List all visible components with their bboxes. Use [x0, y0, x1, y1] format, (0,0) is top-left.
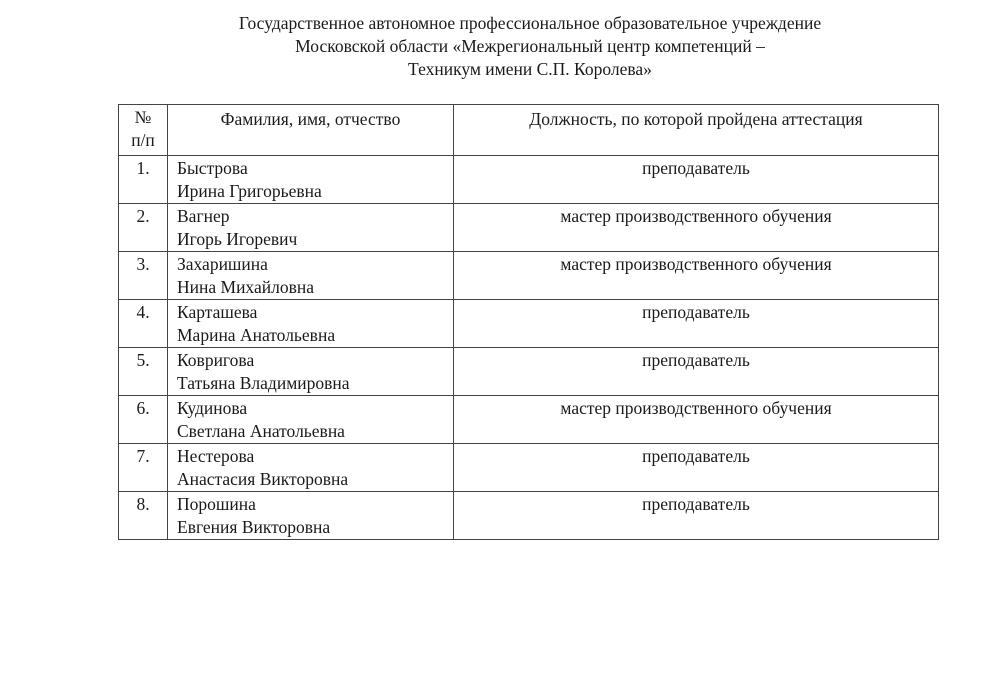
- full-name-cell: [168, 492, 454, 540]
- row-number: 8.: [119, 492, 168, 540]
- full-name-cell: [168, 252, 454, 300]
- row-number: 2.: [119, 204, 168, 252]
- position-cell: мастер производственного обучения: [454, 252, 939, 300]
- surname: Кудинова: [177, 398, 248, 418]
- position-cell: мастер производственного обучения: [454, 396, 939, 444]
- row-number: 5.: [119, 348, 168, 396]
- document-header: [120, 12, 940, 81]
- surname: Карташева: [177, 302, 258, 322]
- attestation-table: [118, 104, 939, 540]
- header-line-3: Техникум имени С.П. Королева»: [408, 59, 652, 79]
- column-header-number-line1: №: [134, 107, 152, 127]
- row-number: 3.: [119, 252, 168, 300]
- given-names: Татьяна Владимировна: [177, 373, 350, 393]
- position-cell: преподаватель: [454, 492, 939, 540]
- table-row: [119, 156, 939, 204]
- surname: Вагнер: [177, 206, 230, 226]
- column-header-name: Фамилия, имя, отчество: [168, 105, 454, 156]
- full-name-cell: [168, 444, 454, 492]
- given-names: Евгения Викторовна: [177, 517, 331, 537]
- table-row: [119, 492, 939, 540]
- given-names: Светлана Анатольевна: [177, 421, 345, 441]
- header-line-1: Государственное автономное профессиональное образовательное учреждение: [238, 13, 822, 33]
- table-header-row: [119, 105, 939, 156]
- full-name-cell: [168, 396, 454, 444]
- given-names: Игорь Игоревич: [177, 229, 298, 249]
- table-row: [119, 444, 939, 492]
- table-row: [119, 204, 939, 252]
- full-name-cell: [168, 204, 454, 252]
- full-name-cell: [168, 300, 454, 348]
- column-header-number: [119, 105, 168, 156]
- surname: Захаришина: [177, 254, 268, 274]
- surname: Нестерова: [177, 446, 255, 466]
- table-row: [119, 348, 939, 396]
- column-header-number-line2: п/п: [131, 130, 155, 150]
- table-row: [119, 300, 939, 348]
- position-cell: преподаватель: [454, 300, 939, 348]
- position-cell: преподаватель: [454, 156, 939, 204]
- surname: Ковригова: [177, 350, 255, 370]
- full-name-cell: [168, 156, 454, 204]
- row-number: 4.: [119, 300, 168, 348]
- header-line-2: Московской области «Межрегиональный центр компетенций –: [295, 36, 765, 56]
- given-names: Анастасия Викторовна: [177, 469, 349, 489]
- surname: Быстрова: [177, 158, 248, 178]
- position-cell: преподаватель: [454, 348, 939, 396]
- row-number: 6.: [119, 396, 168, 444]
- given-names: Марина Анатольевна: [177, 325, 336, 345]
- table-row: [119, 396, 939, 444]
- position-cell: мастер производственного обучения: [454, 204, 939, 252]
- row-number: 7.: [119, 444, 168, 492]
- position-cell: преподаватель: [454, 444, 939, 492]
- table-row: [119, 252, 939, 300]
- given-names: Нина Михайловна: [177, 277, 314, 297]
- surname: Порошина: [177, 494, 256, 514]
- column-header-position: Должность, по которой пройдена аттестация: [454, 105, 939, 156]
- row-number: 1.: [119, 156, 168, 204]
- full-name-cell: [168, 348, 454, 396]
- given-names: Ирина Григорьевна: [177, 181, 322, 201]
